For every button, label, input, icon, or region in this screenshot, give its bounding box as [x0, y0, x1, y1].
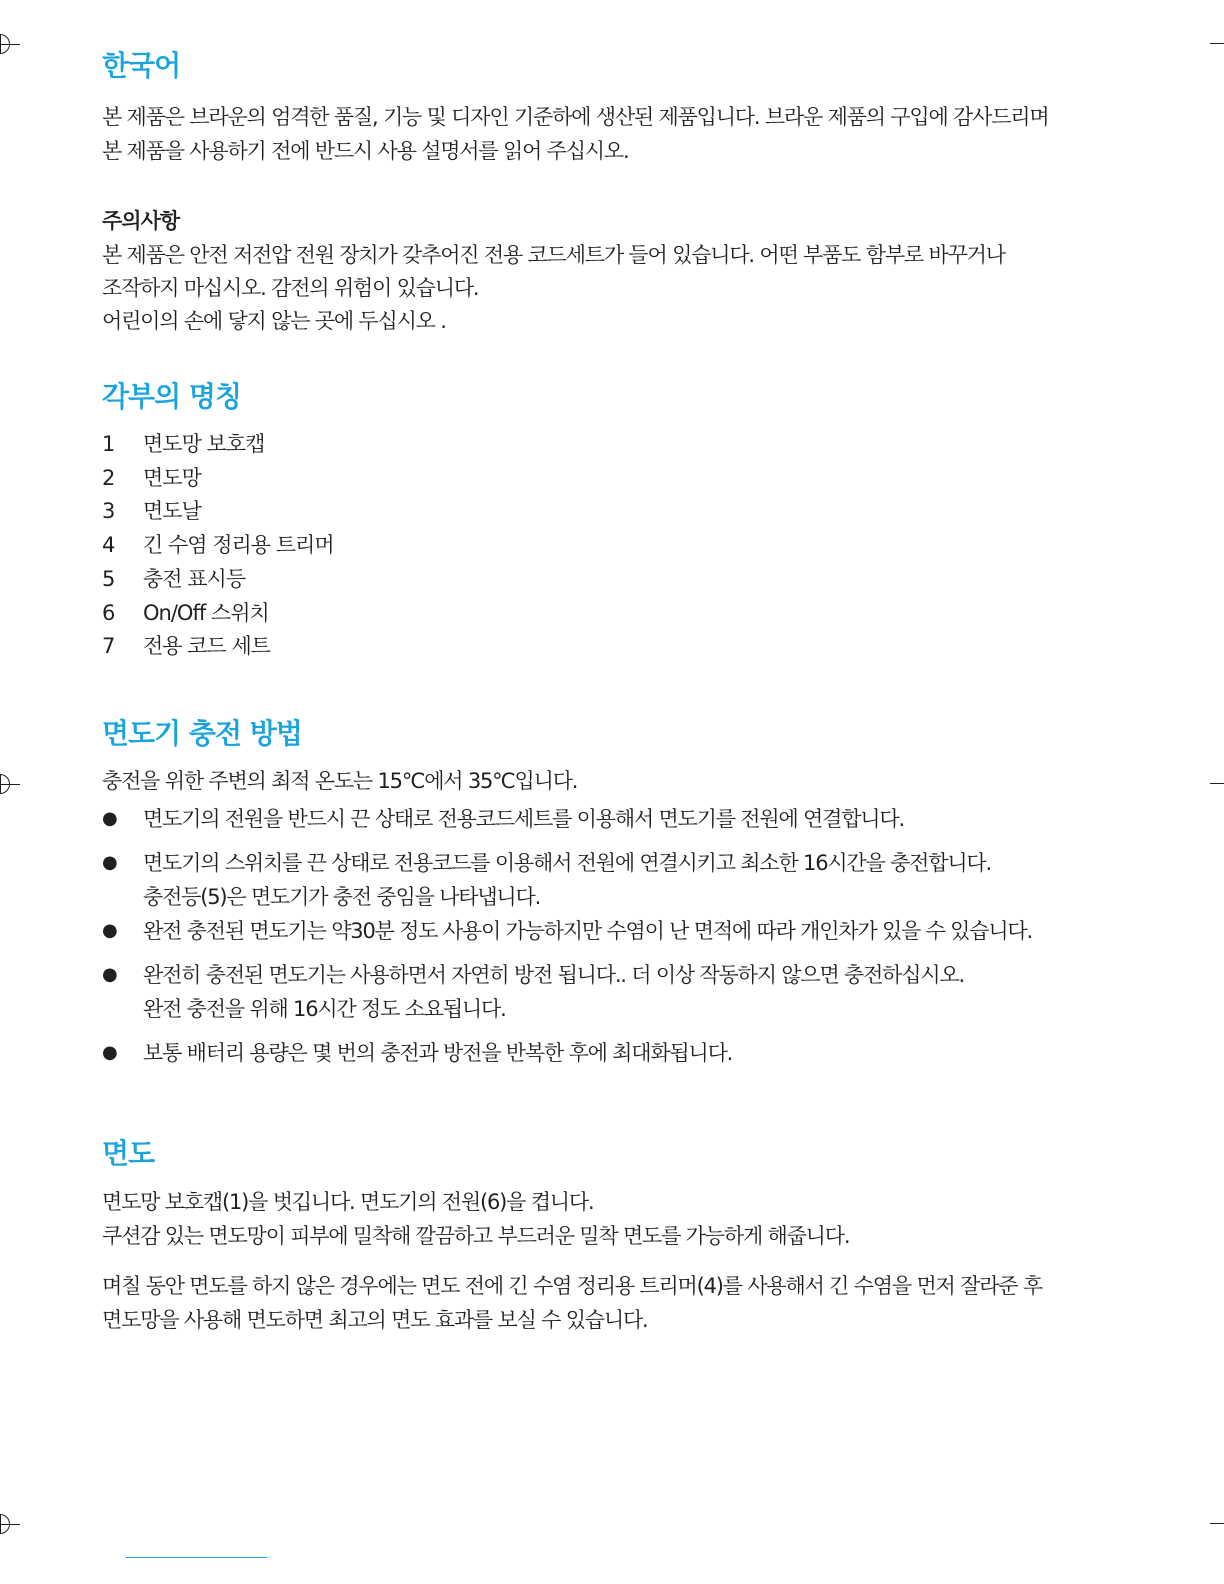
list-item [102, 462, 334, 496]
crop-tick-top-right [1210, 43, 1224, 44]
part-number: 3 [102, 499, 115, 524]
parts-heading: 각부의 명칭 [102, 380, 241, 413]
part-label: On/Off 스위치 [143, 600, 269, 625]
bullet-icon: ● [102, 920, 117, 941]
part-number: 4 [102, 533, 115, 558]
shaving-p1-line-1: 면도망 보호캡(1)을 벗깁니다. 면도기의 전원(6)을 켭니다. [102, 1190, 594, 1214]
part-number: 1 [102, 432, 115, 456]
list-item [102, 597, 334, 631]
crop-tick-middle-right [1210, 783, 1224, 784]
part-number: 7 [102, 634, 115, 659]
shaving-p1-line-2: 쿠션감 있는 면도망이 피부에 밀착해 깔끔하고 부드러운 밀착 면도를 가능하게 해줍니다. [102, 1224, 850, 1248]
shaving-heading: 면도 [102, 1137, 155, 1170]
intro-line-2: 본 제품을 사용하기 전에 반드시 사용 설명서를 읽어 주십시오. [102, 139, 629, 163]
list-item [102, 1036, 1032, 1070]
intro-line-1: 본 제품은 브라운의 엄격한 품질, 기능 및 디자인 기준하에 생산된 제품입니다. 브라운 제품의 구입에 감사드리며 [102, 105, 1049, 129]
bullet-icon: ● [102, 808, 117, 829]
registration-mark-bottom-left [0, 1514, 20, 1534]
list-item [102, 563, 334, 597]
footer-rule [126, 1557, 267, 1558]
list-item [102, 529, 334, 563]
bullet-text: 충전등(5)은 면도기가 충전 중임을 나타냅니다. [143, 885, 541, 909]
registration-mark-middle-left [0, 774, 20, 794]
registration-mark-top-left [0, 34, 20, 54]
list-item [102, 630, 334, 664]
bullet-icon: ● [102, 1042, 117, 1063]
charging-heading: 면도기 충전 방법 [102, 717, 302, 750]
part-label: 전용 코드 세트 [143, 634, 271, 659]
caution-line-3: 어린이의 손에 닿지 않는 곳에 두십시오 . [102, 309, 446, 333]
part-label: 면도날 [143, 499, 201, 524]
bullet-text: 완전 충전을 위해 16시간 정도 소요됩니다. [143, 997, 506, 1021]
bullet-icon: ● [102, 852, 117, 873]
language-heading: 한국어 [102, 49, 181, 82]
charging-intro: 충전을 위한 주변의 최적 온도는 15℃에서 35℃입니다. [102, 769, 578, 793]
bullet-text: 보통 배터리 용량은 몇 번의 충전과 방전을 반복한 후에 최대화됩니다. [143, 1041, 733, 1065]
part-number: 6 [102, 600, 115, 625]
caution-line-2: 조작하지 마십시오. 감전의 위험이 있습니다. [102, 276, 479, 300]
bullet-text: 완전히 충전된 면도기는 사용하면서 자연히 방전 됩니다.. 더 이상 작동하지 않으면 충전하십시오. [143, 963, 965, 987]
shaving-p2-line-2: 면도망을 사용해 면도하면 최고의 면도 효과를 보실 수 있습니다. [102, 1308, 648, 1332]
list-item [102, 914, 1032, 948]
charging-bullet-list [102, 802, 1032, 1070]
part-label: 면도망 보호캡 [143, 432, 265, 456]
list-item [102, 428, 334, 462]
part-label: 충전 표시등 [143, 566, 246, 591]
caution-title: 주의사항 [102, 209, 180, 233]
part-label: 면도망 [143, 465, 201, 490]
list-item [102, 958, 1032, 1026]
bullet-icon: ● [102, 964, 117, 985]
bullet-text: 면도기의 스위치를 끈 상태로 전용코드를 이용해서 전원에 연결시키고 최소한 16시간을 충전합니다. [143, 851, 991, 875]
part-number: 5 [102, 566, 115, 591]
part-number: 2 [102, 465, 115, 490]
bullet-text: 완전 충전된 면도기는 약30분 정도 사용이 가능하지만 수염이 난 면적에 따라 개인차가 있을 수 있습니다. [143, 919, 1032, 943]
list-item [102, 846, 1032, 914]
shaving-p2-line-1: 며칠 동안 면도를 하지 않은 경우에는 면도 전에 긴 수염 정리용 트리머(4)를 사용해서 긴 수염을 먼저 잘라준 후 [102, 1274, 1042, 1298]
list-item [102, 495, 334, 529]
list-item [102, 802, 1032, 836]
caution-line-1: 본 제품은 안전 저전압 전원 장치가 갖추어진 전용 코드세트가 들어 있습니다. 어떤 부품도 함부로 바꾸거나 [102, 243, 1005, 267]
bullet-text: 면도기의 전원을 반드시 끈 상태로 전용코드세트를 이용해서 면도기를 전원에 연결합니다. [143, 807, 904, 831]
crop-tick-bottom-right [1210, 1523, 1224, 1524]
part-label: 긴 수염 정리용 트리머 [143, 533, 334, 558]
parts-list [102, 428, 334, 664]
